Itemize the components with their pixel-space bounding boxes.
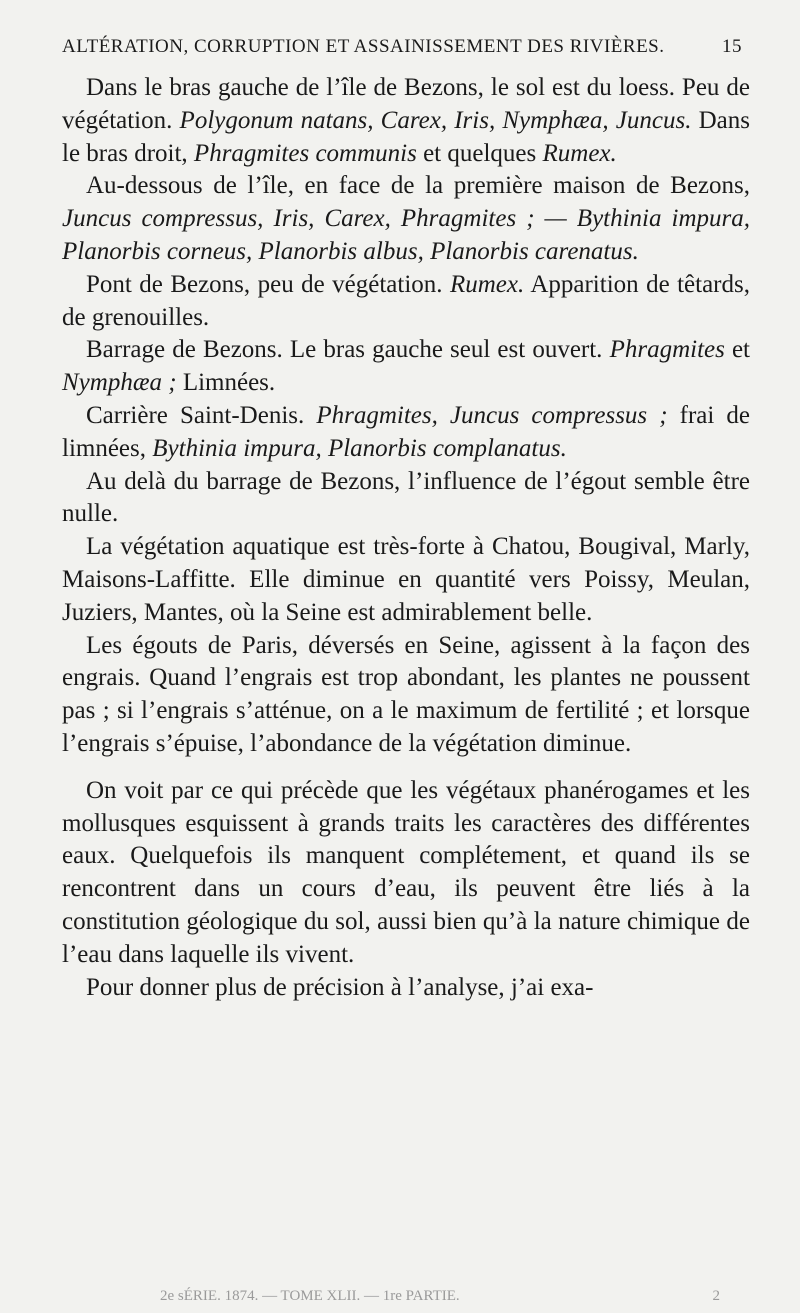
text-run: Dans le bras gauche de l’île de Bezons, le sol est du loess. Peu de végétation. xyxy=(62,74,750,134)
paragraph xyxy=(62,630,750,761)
italic-text: Phragmites xyxy=(609,336,725,364)
footer-sheet-number: 2 xyxy=(712,1288,720,1304)
text-run: Limnées. xyxy=(176,369,276,397)
italic-text: Nymphæa ; xyxy=(62,369,177,397)
italic-text: Phragmites, Juncus compressus ; xyxy=(316,401,668,429)
italic-text: Bythinia impura, Planorbis complanatus. xyxy=(152,434,567,462)
text-run: Pour donner plus de précision à l’analyse, j’ai exa- xyxy=(86,973,594,1001)
footer-signature: 2e sÉRIE. 1874. — TOME XLII. — 1re PARTIE. xyxy=(160,1288,460,1304)
text-run: Les égouts de Paris, déversés en Seine, agissent à la façon des engrais. Quand l’engrais est trop abondant, les plantes ne poussent pas ; si l’engrais s’atténue, on a le maximum de fertilité ; et lorsque l’engrais s’épuise, l’abondance de la végétation diminue. xyxy=(62,631,750,757)
running-title: ALTÉRATION, CORRUPTION ET ASSAINISSEMENT DES RIVIÈRES. xyxy=(62,36,665,57)
text-run: frai de limnées, xyxy=(62,401,750,462)
text-run: Apparition de têtards, de grenouilles. xyxy=(62,270,750,331)
page-footer xyxy=(160,1288,720,1305)
text-run: Dans le bras droit, xyxy=(62,106,750,167)
paragraph xyxy=(62,531,750,629)
body-text xyxy=(62,72,750,1004)
text-run: La végétation aquatique est très-forte à Chatou, Bougival, Marly, Maisons-Laffitte. Elle diminue en quantité vers Poissy, Meulan, Juziers, Mantes, où la Seine est admirablement belle. xyxy=(62,533,750,626)
text-run: Pont de Bezons, peu de végétation. xyxy=(86,270,450,298)
italic-text: Polygonum natans, Carex, Iris, Nymphæa, Juncus. xyxy=(179,106,692,134)
text-run: et quelques xyxy=(416,139,543,167)
page-number: 15 xyxy=(722,36,742,57)
running-header xyxy=(62,36,742,58)
italic-text: Rumex. xyxy=(542,139,617,167)
italic-text: Rumex. xyxy=(449,270,525,298)
text-run: On voit par ce qui précède que les végétaux phanérogames et les mollusques esquissent à grands traits les caractères des différentes eaux. Quelquefois ils manquent complétement, et quand ils se rencontrent dans un cours d’eau, ils peuvent être liés à la constitution géologique du sol, aussi bien qu’à la nature chimique de l’eau dans laquelle ils vivent. xyxy=(62,776,750,968)
paragraph xyxy=(62,334,750,400)
paragraph xyxy=(62,72,750,170)
italic-text: Juncus compressus, Iris, Carex, Phragmites ; — Bythinia impura, Planorbis corneus, Planorbis albus, Planorbis carenatus. xyxy=(62,205,750,265)
italic-text: Phragmites communis xyxy=(193,139,417,167)
paragraph xyxy=(62,269,750,335)
text-run: Carrière Saint-Denis. xyxy=(86,401,317,429)
text-run: et xyxy=(724,336,750,364)
paragraph xyxy=(62,170,750,268)
text-run: Au-dessous de l’île, en face de la première maison de Bezons, xyxy=(86,172,750,200)
text-run: Barrage de Bezons. Le bras gauche seul est ouvert. xyxy=(86,336,610,364)
paragraph xyxy=(62,400,750,466)
text-run: Au delà du barrage de Bezons, l’influence de l’égout semble être nulle. xyxy=(62,467,750,528)
paragraph xyxy=(62,775,750,972)
paragraph xyxy=(62,972,750,1005)
paragraph xyxy=(62,466,750,532)
